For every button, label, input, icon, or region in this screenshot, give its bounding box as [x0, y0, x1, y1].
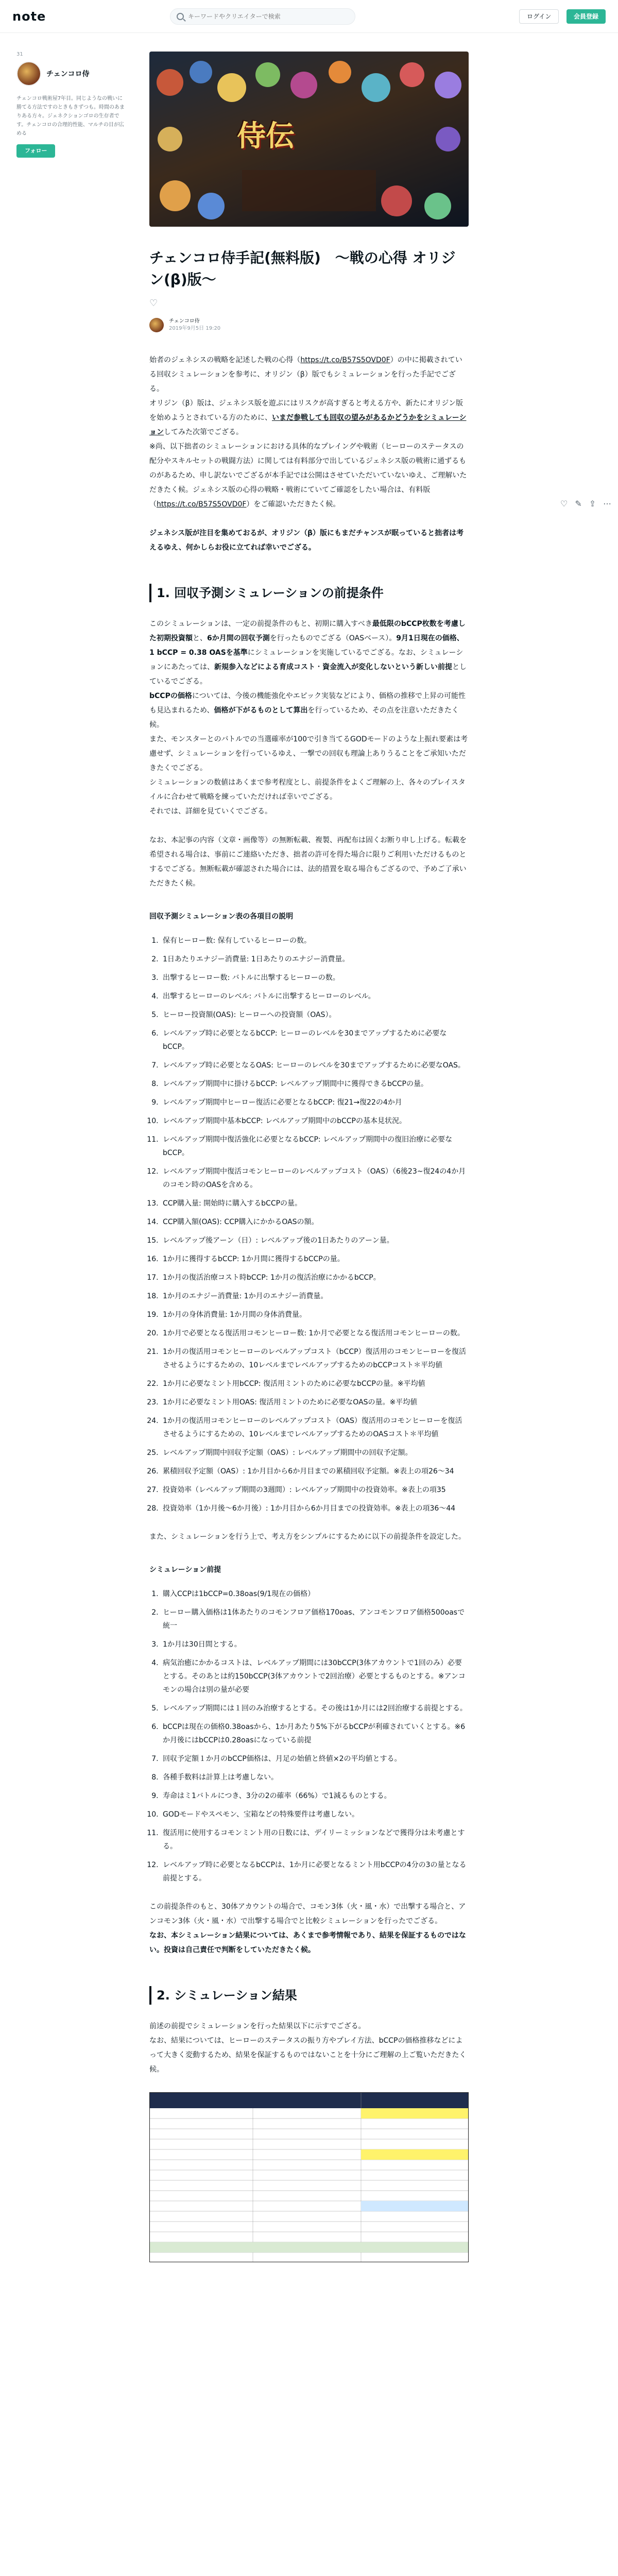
paragraph: 前述の前提でシミュレーションを行った結果以下に示すでござる。 なお、結果については、ヒーローのステータスの振り方やプレイ方法、bCCPの価格推移などによって大きく変動するため、結果を保証するものではないことを十分にご理解の上ご覧いただきたく候。 [149, 2022, 467, 2074]
search-icon [177, 13, 184, 20]
list-item: 4. 出撃するヒーローのレベル: バトルに出撃するヒーローのレベル。 [161, 990, 469, 1003]
sidebar-label: 31 [16, 52, 23, 57]
paragraph: 始者のジェネシスの戦略を記述した戦の心得（https://t.co/B57S5OVD0F）の中に掲載されている回収シミュレーションを参考に、オリジン（β）版でもシミュレーションを行った手記でござる。 オリジン（β）版は、ジェネシス版を遊ぶにはリスクが高すぎると考える方や、新たにオリジン版を始めようとされている方のために、いまだ参戦しても回収の望みがあるかどうかをシミュレーションしてみた次第でござる。 ※尚、以下拙者のシミュレーションにおける具体的なプレイングや戦術（ヒーローのステータスの配分やスキルセットの戦闘方法）に関しては有料部分で出しているジェネシス版の戦術に通ずるものがあるため、申し訳ないでござるが本手記では公開はさせていただいていないゆえ、ご理解いただきたく候。ジェネシス版の心得の戦略・戦術にていてご確認をしたい場合は、有料版（https://t.co/B57S5OVD0F）をご確認いただきたく候。 [149, 356, 467, 509]
list-item: 9. レベルアップ期間中ヒーロー復活に必要となるbCCP: 復21→復22の4か月 [161, 1096, 469, 1109]
list-item: 9. 寿命はミ1バトルにつき、3分の2の確率（66%）で1減るものとする。 [161, 1789, 469, 1803]
heart-icon[interactable]: ♡ [560, 499, 568, 509]
search-input[interactable] [188, 13, 342, 20]
list-item: 21. 1か月の復活用コモンヒーローのレベルアップコスト（bCCP）復活用のコモンヒーローを復活させるようにするための、10レベルまでレベルアップするためのbCCPコスト＊平均値 [161, 1345, 469, 1372]
author-name[interactable]: チェンコロ侍 [169, 318, 200, 324]
subsection-heading: 回収予測シミュレーション表の各項目の説明 [149, 912, 294, 921]
creator-name[interactable]: チェンコロ侍 [46, 70, 90, 78]
list-item: 27. 投資効率（レベルアップ期間の3週間）: レベルアップ期間中の投資効率。※表上の項35 [161, 1483, 469, 1497]
section-heading: 2. シミュレーション結果 [149, 1986, 469, 2005]
list-item: 3. 1か月は30日間とする。 [161, 1638, 469, 1651]
like-heart-icon[interactable]: ♡ [149, 298, 158, 309]
definition-list [161, 934, 469, 1515]
list-item: 5. ヒーロー投資額(OAS): ヒーローへの投資額（OAS）。 [161, 1008, 469, 1022]
list-item: 6. レベルアップ時に必要となるbCCP: ヒーローのレベルを30までアップするために必要なbCCP。 [161, 1027, 469, 1054]
list-item: 17. 1か月の復活治療コスト時bCCP: 1か月の復活治療にかかるbCCP。 [161, 1271, 469, 1284]
table-graphic [150, 2093, 469, 2262]
hero-characters-illustration [149, 52, 469, 227]
top-navigation-bar [0, 0, 618, 33]
list-item: 1. 購入CCPは1bCCP=0.38oas(9/1現在の価格） [161, 1587, 469, 1601]
list-item: 28. 投資効率（1か月後〜6か月後）: 1か月目から6か月目までの投資効率。※表上の項36～44 [161, 1502, 469, 1515]
list-item: 13. CCP購入量: 開始時に購入するbCCPの量。 [161, 1197, 469, 1210]
list-item: 18. 1か月のエナジー消費量: 1か月のエナジー消費量。 [161, 1290, 469, 1303]
note-logo[interactable]: note [12, 9, 46, 24]
list-item: 11. レベルアップ期間中復活強化に必要となるbCCP: レベルアップ期間中の復旧治療に必要なbCCP。 [161, 1133, 469, 1160]
list-item: 1. 保有ヒーロー数: 保有しているヒーローの数。 [161, 934, 469, 947]
follow-button[interactable]: フォロー [16, 144, 55, 158]
article-title: チェンコロ侍手記(無料版) ～戦の心得 オリジン(β)版～ [149, 249, 456, 288]
list-item: 14. CCP購入額(OAS): CCP購入にかかるOASの額。 [161, 1215, 469, 1229]
paragraph: ジェネシス版が注目を集めておるが、オリジン（β）版にもまだチャンスが眠っていると拙者は考えるゆえ、何かしらお役に立てれば幸いでござる。 [149, 529, 464, 552]
list-item: 11. 復活用に使用するコモンミント用の日数には、デイリーミッションなどで獲得分は未考慮とする。 [161, 1826, 469, 1853]
list-item: 10. レベルアップ期間中基本bCCP: レベルアップ期間中のbCCPの基本見状況。 [161, 1114, 469, 1128]
list-item: 19. 1か月の身体消費量: 1か月間の身体消費量。 [161, 1308, 469, 1321]
list-item: 15. レベルアップ後アーン（日）: レベルアップ後の1日あたりのアーン量。 [161, 1234, 469, 1247]
list-item: 22. 1か月に必要なミント用bCCP: 復活用ミントのために必要なbCCPの量。※平均値 [161, 1377, 469, 1391]
share-icon[interactable]: ⇪ [589, 499, 596, 509]
creator-avatar[interactable] [16, 61, 41, 86]
floating-actions [560, 499, 611, 509]
signup-button[interactable]: 会員登録 [566, 9, 606, 24]
list-item: 23. 1か月に必要なミント用OAS: 復活用ミントのために必要なOASの量。※平均値 [161, 1396, 469, 1409]
section-heading: 1. 回収予測シミュレーションの前提条件 [149, 584, 469, 602]
comment-icon[interactable]: ✎ [575, 499, 582, 509]
simulation-result-table-image [149, 2092, 469, 2262]
article-link[interactable]: https://t.co/B57S5OVD0F [300, 356, 390, 364]
list-item: 16. 1か月に獲得するbCCP: 1か月間に獲得するbCCPの量。 [161, 1252, 469, 1266]
article-link[interactable]: https://t.co/B57S5OVD0F [157, 500, 247, 509]
list-item: 5. レベルアップ期間には１回のみ治療するとする。その後は1か月には2回治療する前提とする。 [161, 1702, 469, 1715]
list-item: 24. 1か月の復活用コモンヒーローのレベルアップコスト（OAS）復活用のコモンヒーローを復活させるようにするための、10レベルまでレベルアップするためのOASコスト＊平均値 [161, 1414, 469, 1441]
article-author[interactable] [149, 318, 469, 332]
publish-date: 2019年9月5日 19:20 [169, 326, 221, 331]
list-item: 2. 1日あたりエナジー消費量: 1日あたりのエナジー消費量。 [161, 953, 469, 966]
search-box[interactable] [170, 8, 355, 25]
creator-description: チェンコロ戦術屋7年目。同じようなの戦いに勝てる方法ですのときもきずつも。時間のあまりある方々。ジェネクションゴロの生存者です。チェンコロの合理的性能、マルチの目が広める [16, 96, 125, 137]
paragraph: また、シミュレーションを行う上で、考え方をシンプルにするために以下の前提条件を設定した。 [149, 1533, 466, 1541]
hero-title: 侍伝 [237, 119, 295, 153]
list-item: 7. 回収予定額１か月のbCCP価格は、月足の始値と終値×2の平均値とする。 [161, 1752, 469, 1766]
list-item: 4. 病気治癒にかかるコストは、レベルアップ期間には30bCCP(3体アカウントで1回のみ）必要とする。そのあとは約150bCCP(3体アカウントで2回治療）必要とするものとする。※アンコモンの場合は別の量が必要 [161, 1656, 469, 1697]
list-item: 7. レベルアップ時に必要となるOAS: ヒーローのレベルを30までアップするために必要なOAS。 [161, 1059, 469, 1072]
creator-sidebar [16, 52, 125, 158]
paragraph: なお、本記事の内容（文章・画像等）の無断転載、複製、再配布は固くお断り申し上げる。転載を希望される場合は、事前にご連絡いただき、拙者の許可を得た場合に限りご利用いただけるものとするでござる。無断転載が確認された場合には、法的措置を取る場合もござるので、予めご了承いただきたく候。 [149, 836, 467, 888]
list-item: 25. レベルアップ期間中回収予定額（OAS）: レベルアップ期間中の回収予定額。 [161, 1446, 469, 1460]
list-item: 3. 出撃するヒーロー数: バトルに出撃するヒーローの数。 [161, 971, 469, 985]
author-avatar[interactable] [149, 318, 164, 332]
list-item: 6. bCCPは現在の価格0.38oasから、1か月あたり5%下がるbCCPが利確されていくとする。※6か月後にはbCCPは0.28oasになっている前提 [161, 1720, 469, 1747]
list-item: 8. レベルアップ期間中に掛けるbCCP: レベルアップ期間中に獲得できるbCCPの量。 [161, 1077, 469, 1091]
list-item: 12. レベルアップ時に必要となるbCCPは、1か月に必要となるミント用bCCPの4分の3の量となる前提とする。 [161, 1858, 469, 1885]
list-item: 8. 各種手数料は計算上は考慮しない。 [161, 1771, 469, 1784]
subsection-heading: シミュレーション前提 [149, 1566, 221, 1574]
login-button[interactable]: ログイン [519, 9, 559, 24]
more-icon[interactable]: ⋯ [603, 499, 612, 509]
list-item: 10. GODモードやスペモン、宝箱などの特殊要件は考慮しない。 [161, 1808, 469, 1821]
article [149, 52, 469, 2262]
article-body [149, 353, 469, 2262]
paragraph: このシミュレーションは、一定の前提条件のもと、初期に購入すべき最低限のbCCP枚数を考慮した初期投資額と、6か月間の回収予測を行ったものでござる（OASベース）。9月1日現在の価格、1 bCCP = 0.38 OASを基準にシミュレーションを実施しているでござる。なお、シミュレーションにあたっては、新規参入などによる育成コスト・資金流入が変化しないという新しい前提としているでござる。 bCCPの価格については、今後の機能強化やエピック実装などにより、価格の推移で上昇の可能性も見込まれるため、価格が下がるものとして算出を行っているため、その点を注意いただきたく候。 また、モンスターとのバトルでの当選確率が100で引き当てるGODモードのような上振れ要素は考慮せず、シミュレーションを行っているゆえ、一撃での回収も理論上ありうることをご承知いただきたくでござる。 シミュレーションの数値はあくまで参考程度とし、前提条件をよくご理解の上、各々のプレイスタイルに合わせて戦略を練っていただければ幸いでござる。 それでは、詳細を見ていくでござる。 [149, 620, 468, 816]
premise-list [161, 1587, 469, 1885]
list-item: 2. ヒーロー購入価格は1体あたりのコモンフロア価格170oas、アンコモンフロア価格500oasで統一 [161, 1606, 469, 1633]
creator-profile[interactable] [16, 61, 125, 86]
list-item: 12. レベルアップ期間中復活コモンヒーローのレベルアップコスト（OAS）（6後23~復24の4か月のコモン時のOASを含める。 [161, 1165, 469, 1192]
hero-image [149, 52, 469, 227]
list-item: 20. 1か月で必要となる復活用コモンヒーロー数: 1か月で必要となる復活用コモンヒーローの数。 [161, 1327, 469, 1340]
paragraph: この前提条件のもと、30体アカウントの場合で、コモン3体（火・風・水）で出撃する場合と、アンコモン3体（火・風・水）で出撃する場合でと比較シミュレーションを行ったでござる。 なお、本シミュレーション結果については、あくまで参考情報であり、結果を保証するものではない。投資は自己責任で判断をしていただきたく候。 [149, 1903, 466, 1954]
list-item: 26. 累積回収予定額（OAS）: 1か月目から6か月目までの累積回収予定額。※表上の項26～34 [161, 1465, 469, 1478]
